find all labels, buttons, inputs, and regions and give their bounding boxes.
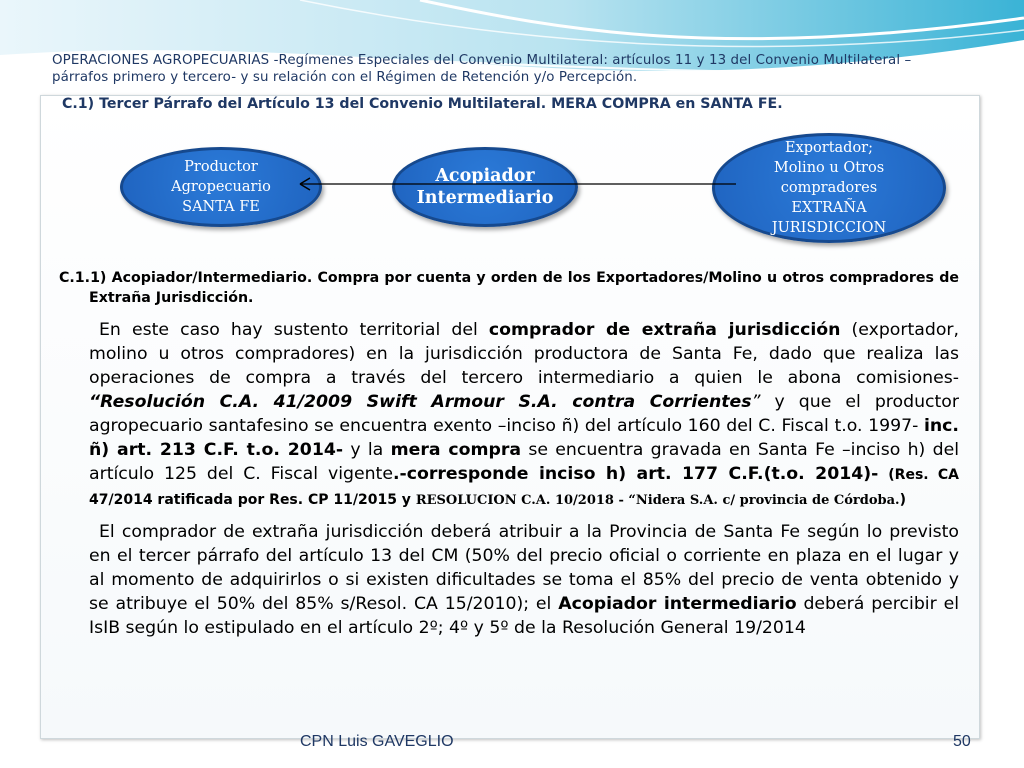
p1-quote-close: ” (751, 392, 761, 412)
diagram-node-acopiador-label: Acopiador Intermediario (416, 166, 554, 208)
p1-text-6 (878, 464, 888, 484)
p1-citation: “Resolución C.A. 41/2009 Swift Armour S.A. contra Corrientes (89, 392, 752, 412)
p1-text-3: y que el productor agropecuario santafesino se encuentra exento –inciso ñ) del artículo 160 del C. Fiscal t.o. 1997- (89, 392, 959, 436)
page-title: OPERACIONES AGROPECUARIAS -Regímenes Especiales del Convenio Multilateral: artículos 11 y 13 del Convenio Multilateral –párrafos primero y tercero- y su relación con el Régimen de Retención y/o Percepción. (52, 53, 912, 85)
p1-text-1: En este caso hay sustento territorial del (99, 320, 489, 340)
p1-text-2: (exportador, molino u otros compradores) en la jurisdicción productora de Santa Fe, dado que realiza las operaciones de compra a través del tercero intermediario a quien le abona comisiones- (89, 320, 959, 388)
section-subtitle: C.1) Tercer Párrafo del Artículo 13 del Convenio Multilateral. MERA COMPRA en SANTA FE. (62, 96, 783, 112)
diagram-node-productor-label: Productor Agropecuario SANTA FE (171, 159, 271, 215)
p1-resolution-ref: RESOLUCION C.A. 10/2018 - “Nidera S.A. c/ provincia de Córdoba. (415, 493, 900, 508)
p1-close-paren: ) (899, 492, 906, 508)
body-text (59, 268, 959, 647)
section-heading-c11: C.1.1) Acopiador/Intermediario. Compra por cuenta y orden de los Exportadores/Molino u otros compradores de Extraña Jurisdicción. (59, 270, 959, 306)
p1-text-5: se encuentra gravada en Santa Fe –inciso h) del artículo 125 del C. Fiscal vigente (89, 440, 959, 484)
p1-bold-2: inc. ñ) art. 213 C.F. t.o. 2014- (89, 416, 959, 460)
p1-text-4: y la (343, 440, 391, 460)
page-number: 50 (953, 733, 971, 750)
p2-text-2: deberá percibir el IsIB según lo estipulado en el artículo 2º; 4º y 5º de la Resolución General 19/2014 (89, 594, 960, 638)
p1-bold-3: mera compra (390, 440, 522, 460)
p1-bold-4: .-corresponde inciso h) art. 177 C.F.(t.o. 2014)- (392, 464, 879, 484)
diagram-node-exportador-label: Exportador; Molino u Otros compradores EXTRAÑA JURISDICCION (771, 140, 887, 236)
p1-bold-1: comprador de extraña jurisdicción (488, 320, 841, 340)
p2-bold-1: Acopiador intermediario (558, 594, 797, 614)
paragraph-2 (89, 520, 959, 640)
p1-bold-5: (Res. CA 47/2014 ratificada por Res. CP 11/2015 y (89, 467, 960, 508)
paragraph-1 (89, 318, 959, 513)
footer-author: CPN Luis GAVEGLIO (300, 733, 454, 750)
p2-text-1: El comprador de extraña jurisdicción deberá atribuir a la Provincia de Santa Fe según lo previsto en el tercer párrafo del artículo 13 del CM (50% del precio oficial o corriente en plaza en el lugar y al momento de adquirirlos o si existen dificultades se toma el 85% del precio de venta obtenido y se atribuye el 50% del 85% s/Resol. CA 15/2010); el (89, 522, 959, 614)
